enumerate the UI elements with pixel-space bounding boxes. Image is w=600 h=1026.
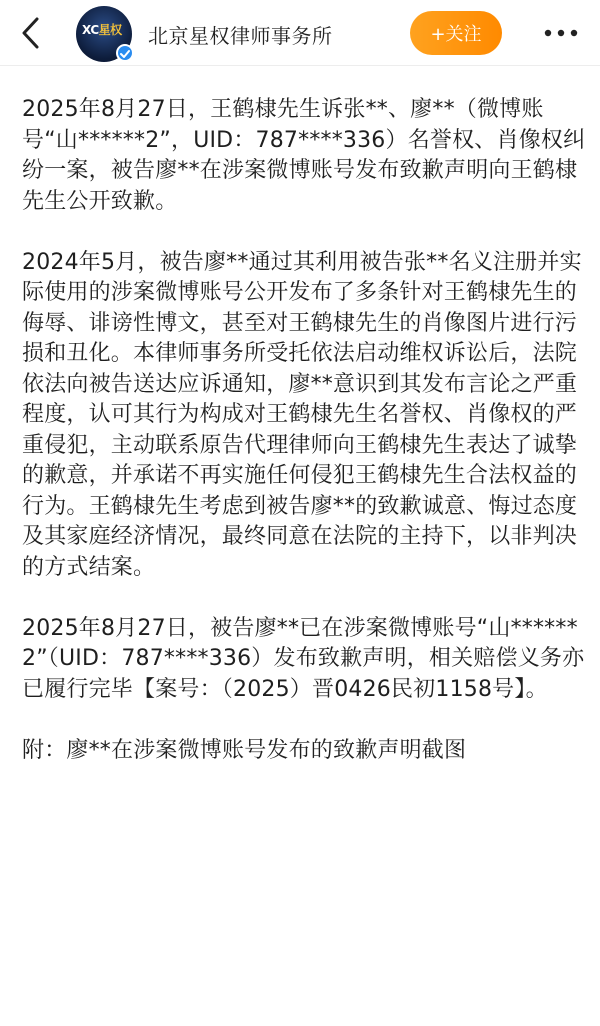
account-name[interactable]: 北京星权律师事务所 bbox=[148, 24, 333, 48]
back-button[interactable] bbox=[10, 12, 50, 54]
post-content bbox=[22, 95, 590, 766]
more-dots-icon bbox=[543, 28, 579, 38]
avatar-logo-main: XC bbox=[82, 23, 99, 37]
chevron-left-icon bbox=[19, 16, 41, 50]
avatar-logo-accent: 星权 bbox=[98, 23, 122, 37]
top-nav-bar bbox=[0, 0, 600, 66]
post-paragraph-3: 2025年8月27日，被告廖**已在涉案微博账号“山******2”（UID：787****336）发布致歉声明，相关赔偿义务亦已履行完毕【案号：（2025）晋0426民初1158号】。 bbox=[22, 615, 585, 702]
post-paragraph-2: 2024年5月，被告廖**通过其利用被告张**名义注册并实际使用的涉案微博账号公开发布了多条针对王鹤棣先生的侮辱、诽谤性博文，甚至对王鹤棣先生的肖像图片进行污损和丑化。本律师事务所受托依法启动维权诉讼后，法院依法向被告送达应诉通知，廖**意识到其发布言论之严重程度，认可其行为构成对王鹤棣先生名誉权、肖像权的严重侵犯，主动联系原告代理律师向王鹤棣先生表达了诚挚的歉意，并承诺不再实施任何侵犯王鹤棣先生合法权益的行为。王鹤棣先生考虑到被告廖**的致歉诚意、悔过态度及其家庭经济情况，最终同意在法院的主持下，以非判决的方式结案。 bbox=[22, 249, 582, 580]
post-paragraph-1: 2025年8月27日，王鹤棣先生诉张**、廖**（微博账号“山******2”，UID：787****336）名誉权、肖像权纠纷一案，被告廖**在涉案微博账号发布致歉声明向王鹤棣先生公开致歉。 bbox=[22, 97, 586, 214]
verified-badge bbox=[116, 44, 134, 62]
follow-button[interactable]: +关注 bbox=[410, 11, 502, 55]
more-button[interactable] bbox=[538, 18, 584, 48]
verified-check-icon bbox=[118, 47, 132, 61]
post-paragraph-4: 附：廖**在涉案微博账号发布的致歉声明截图 bbox=[22, 737, 467, 763]
avatar-logo bbox=[82, 21, 122, 38]
